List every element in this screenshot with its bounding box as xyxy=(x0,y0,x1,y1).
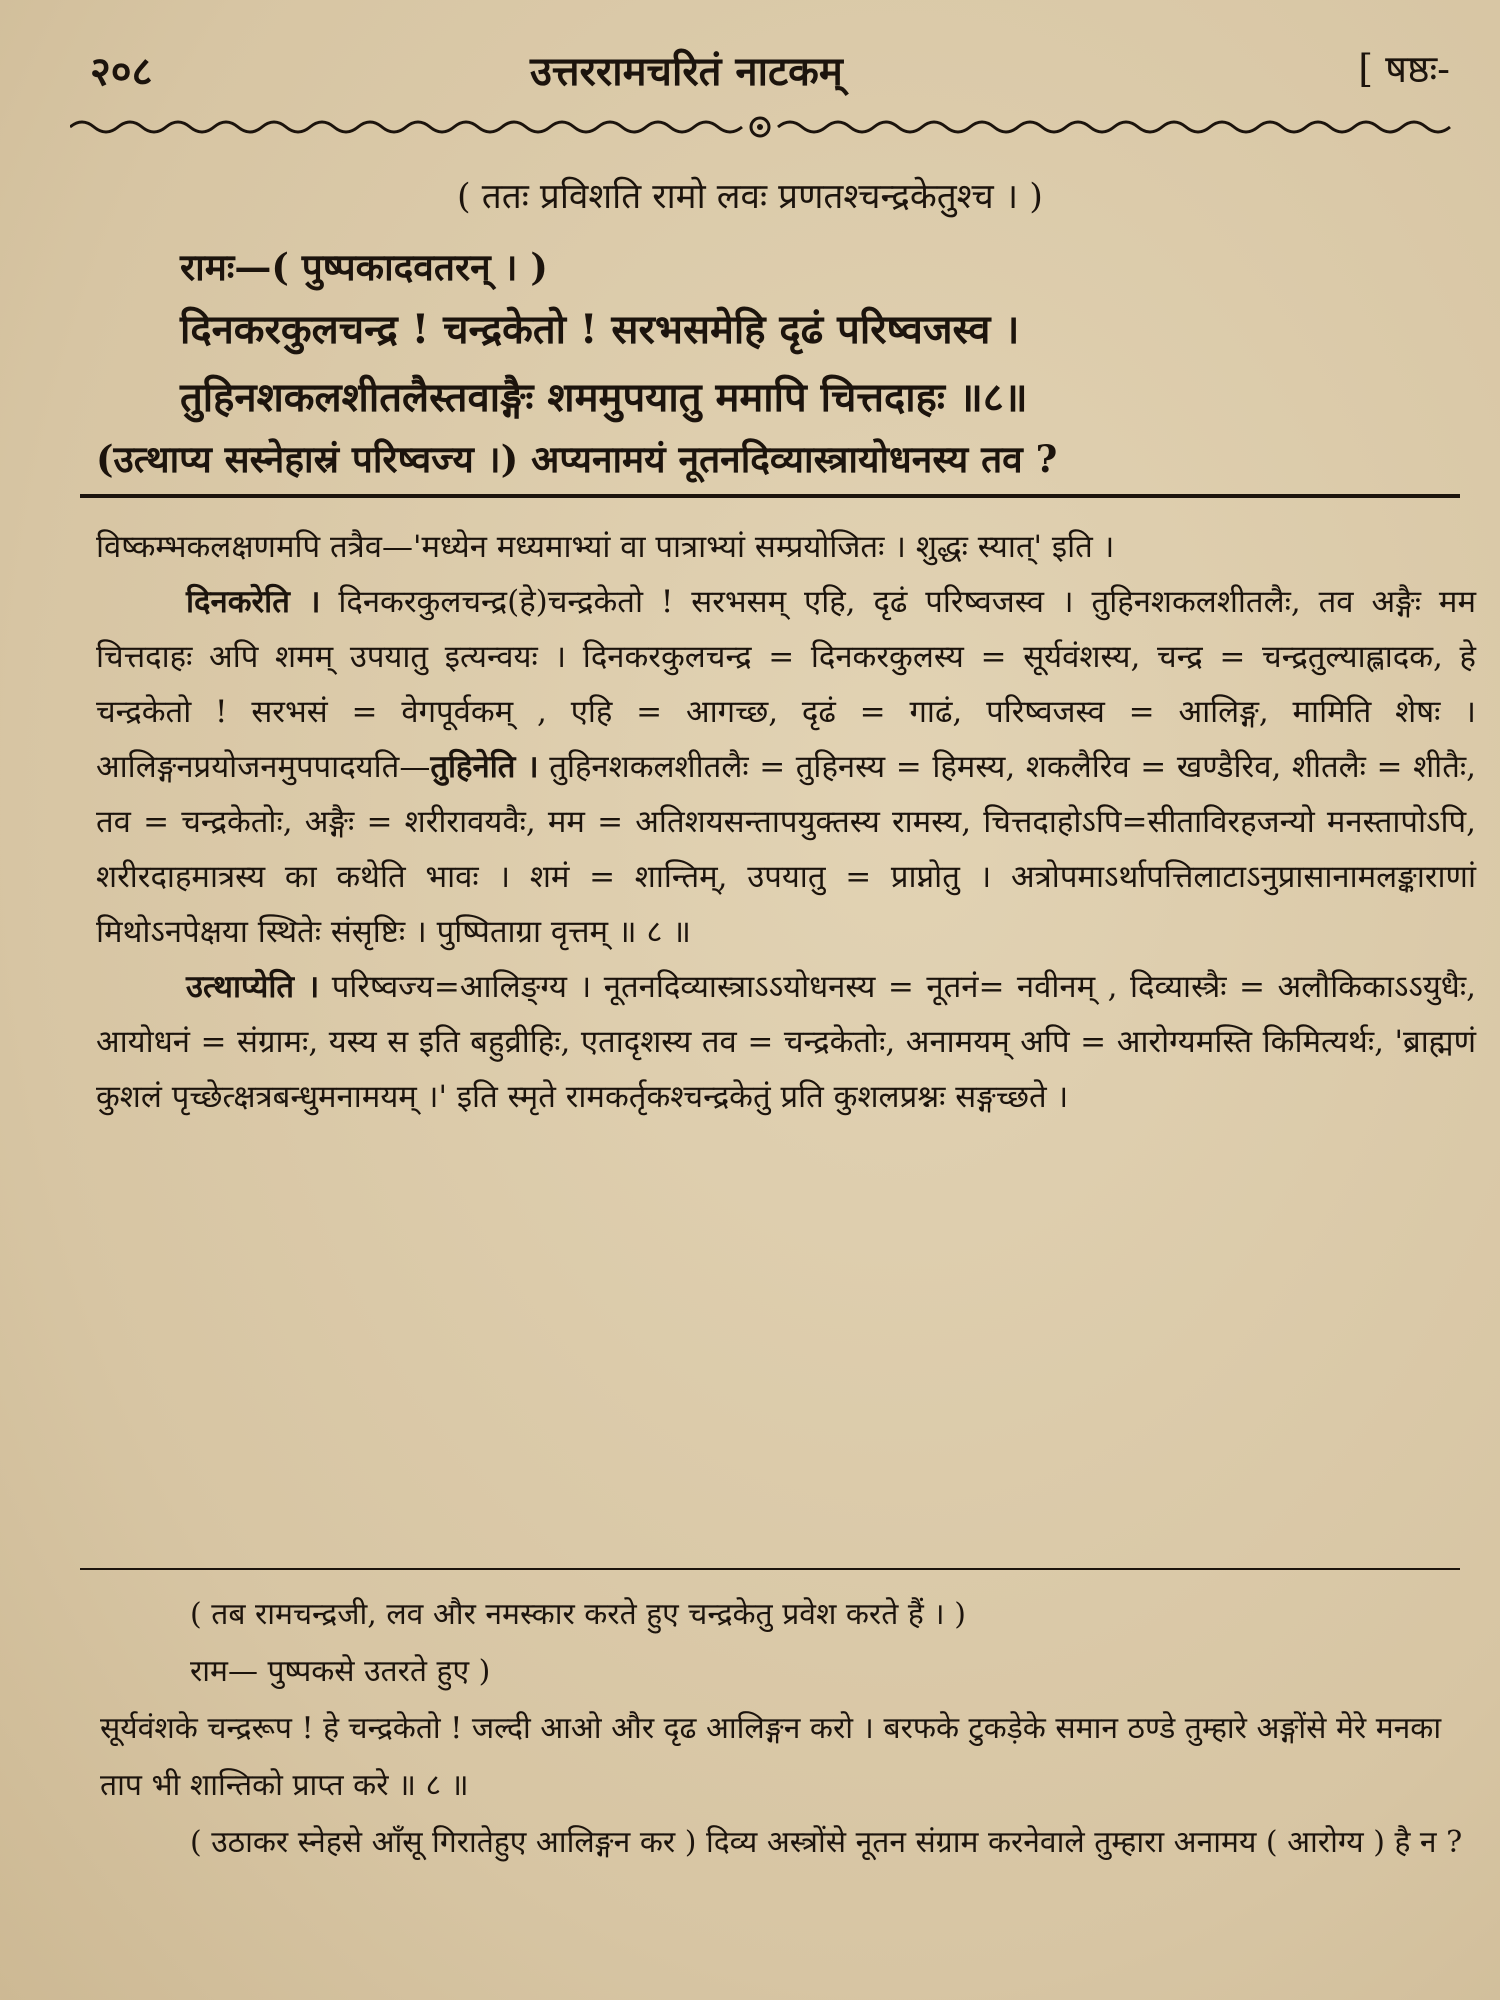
page-header xyxy=(90,42,1460,102)
verse-line-2: तुहिनशकलशीतलैस्तवाङ्गैः शममुपयातु ममापि चित्तदाहः ॥८॥ xyxy=(180,374,1028,421)
commentary-paragraph-3 xyxy=(96,960,1476,1125)
hindi-translation xyxy=(100,1586,1480,1871)
commentary-paragraph-2 xyxy=(96,575,1476,960)
commentary-paragraph-1: विष्कम्भकलक्षणमपि तत्रैव—'मध्येन मध्यमाभ्यां वा पात्राभ्यां सम्प्रयोजितः । शुद्धः स्यात्' इति । xyxy=(96,529,1115,565)
speaker-line: रामः—( पुष्पकादवतरन् । ) xyxy=(180,245,548,289)
commentary-lemma-utthapyeti: उत्थाप्येति । xyxy=(186,969,320,1005)
translation-line-3: सूर्यवंशके चन्द्ररूप ! हे चन्द्रकेतो ! जल्दी आओ और दृढ आलिङ्गन करो । बरफके टुकड़ेके समान ठण्डे तुम्हारे अङ्गोंसे मेरे मनका ताप भी शान्तिको प्राप्त करे ॥ ८ ॥ xyxy=(100,1711,1442,1803)
section-marker: [ षष्ठः- xyxy=(1358,47,1450,91)
after-verse-line: (उत्थाप्य सस्नेहास्रं परिष्वज्य ।) अप्यनामयं नूतनदिव्यास्त्रायोधनस्य तव ? xyxy=(96,437,1058,481)
sanskrit-commentary xyxy=(96,520,1476,1125)
commentary-text-2: दिनकरकुलचन्द्र(हे)चन्द्रकेतो ! सरभसम् एहि, दृढं परिष्वजस्व । तुहिनशकलशीतलैः, तव अङ्गैः मम चित्तदाहः अपि शमम् उपयातु इत्यन्वयः । दिनकरकुलचन्द्र = दिनकरकुलस्य = सूर्यवंशस्य, चन्द्र = चन्द्रतुल्याह्लादक, हे चन्द्रकेतो ! सरभसं = वेगपूर्वकम् , एहि = आगच्छ, दृढं = गाढं, परिष्वजस्व = आलिङ्ग, मामिति शेषः । आलिङ्गनप्रयोजनमुपपादयति— xyxy=(96,584,1476,785)
translation-line-1: ( तब रामचन्द्रजी, लव और नमस्कार करते हुए चन्द्रकेतु प्रवेश करते हैं । ) xyxy=(190,1597,966,1632)
commentary-text-3: परिष्वज्य=आलिङ्ग्य । नूतनदिव्यास्त्राऽऽयोधनस्य = नूतनं= नवीनम् , दिव्यास्त्रैः = अलौकिकाऽऽयुधैः, आयोधनं = संग्रामः, यस्य स इति बहुव्रीहिः, एतादृशस्य तव = चन्द्रकेतोः, अनामयम् अपि = आरोग्यमस्ति किमित्यर्थः, 'ब्राह्मणं कुशलं पृच्छेत्क्षत्रबन्धुमनामयम् ।' इति स्मृते रामकर्तृकश्चन्द्रकेतुं प्रति कुशलप्रश्नः सङ्गच्छते । xyxy=(96,969,1476,1115)
translation-line-2: राम— पुष्पकसे उतरते हुए ) xyxy=(190,1654,491,1689)
running-title: उत्तररामचरितं नाटकम् xyxy=(530,48,843,95)
commentary-lemma-dinakareti: दिनकरेति । xyxy=(186,584,321,620)
wavy-ornament-divider xyxy=(70,112,1470,142)
translation-line-4: ( उठाकर स्नेहसे आँसू गिरातेहुए आलिङ्गन कर ) दिव्य अस्त्रोंसे नूतन संग्राम करनेवाले तुम्हारा अनामय ( आरोग्य ) है न ? xyxy=(190,1825,1463,1860)
section-rule xyxy=(80,494,1460,498)
stage-direction: ( ततः प्रविशति रामो लवः प्रणतश्चन्द्रकेतुश्च । ) xyxy=(457,177,1043,217)
commentary-text-2b: तुहिनशकलशीतलैः = तुहिनस्य = हिमस्य, शकलैरिव = खण्डैरिव, शीतलैः = शीतैः, तव = चन्द्रकेतोः, अङ्गैः = शरीरावयवैः, मम = अतिशयसन्तापयुक्तस्य रामस्य, चित्तदाहोऽपि=सीताविरहजन्यो मनस्तापोऽपि, शरीरदाहमात्रस्य का कथेति भावः । शमं = शान्तिम्, उपयातु = प्राप्नोतु । अत्रोपमाऽर्थापत्तिलाटाऽनुप्रासानामलङ्काराणां मिथोऽनपेक्षया स्थितेः संसृष्टिः । पुष्पिताग्रा वृत्तम् ॥ ८ ॥ xyxy=(96,749,1476,950)
verse-line-1: दिनकरकुलचन्द्र ! चन्द्रकेतो ! सरभसमेहि दृढं परिष्वजस्व । xyxy=(180,306,1020,353)
page-number: २०८ xyxy=(90,48,153,95)
commentary-lemma-tuhineti: तुहिनेति । xyxy=(430,749,539,785)
translation-rule xyxy=(80,1568,1460,1570)
